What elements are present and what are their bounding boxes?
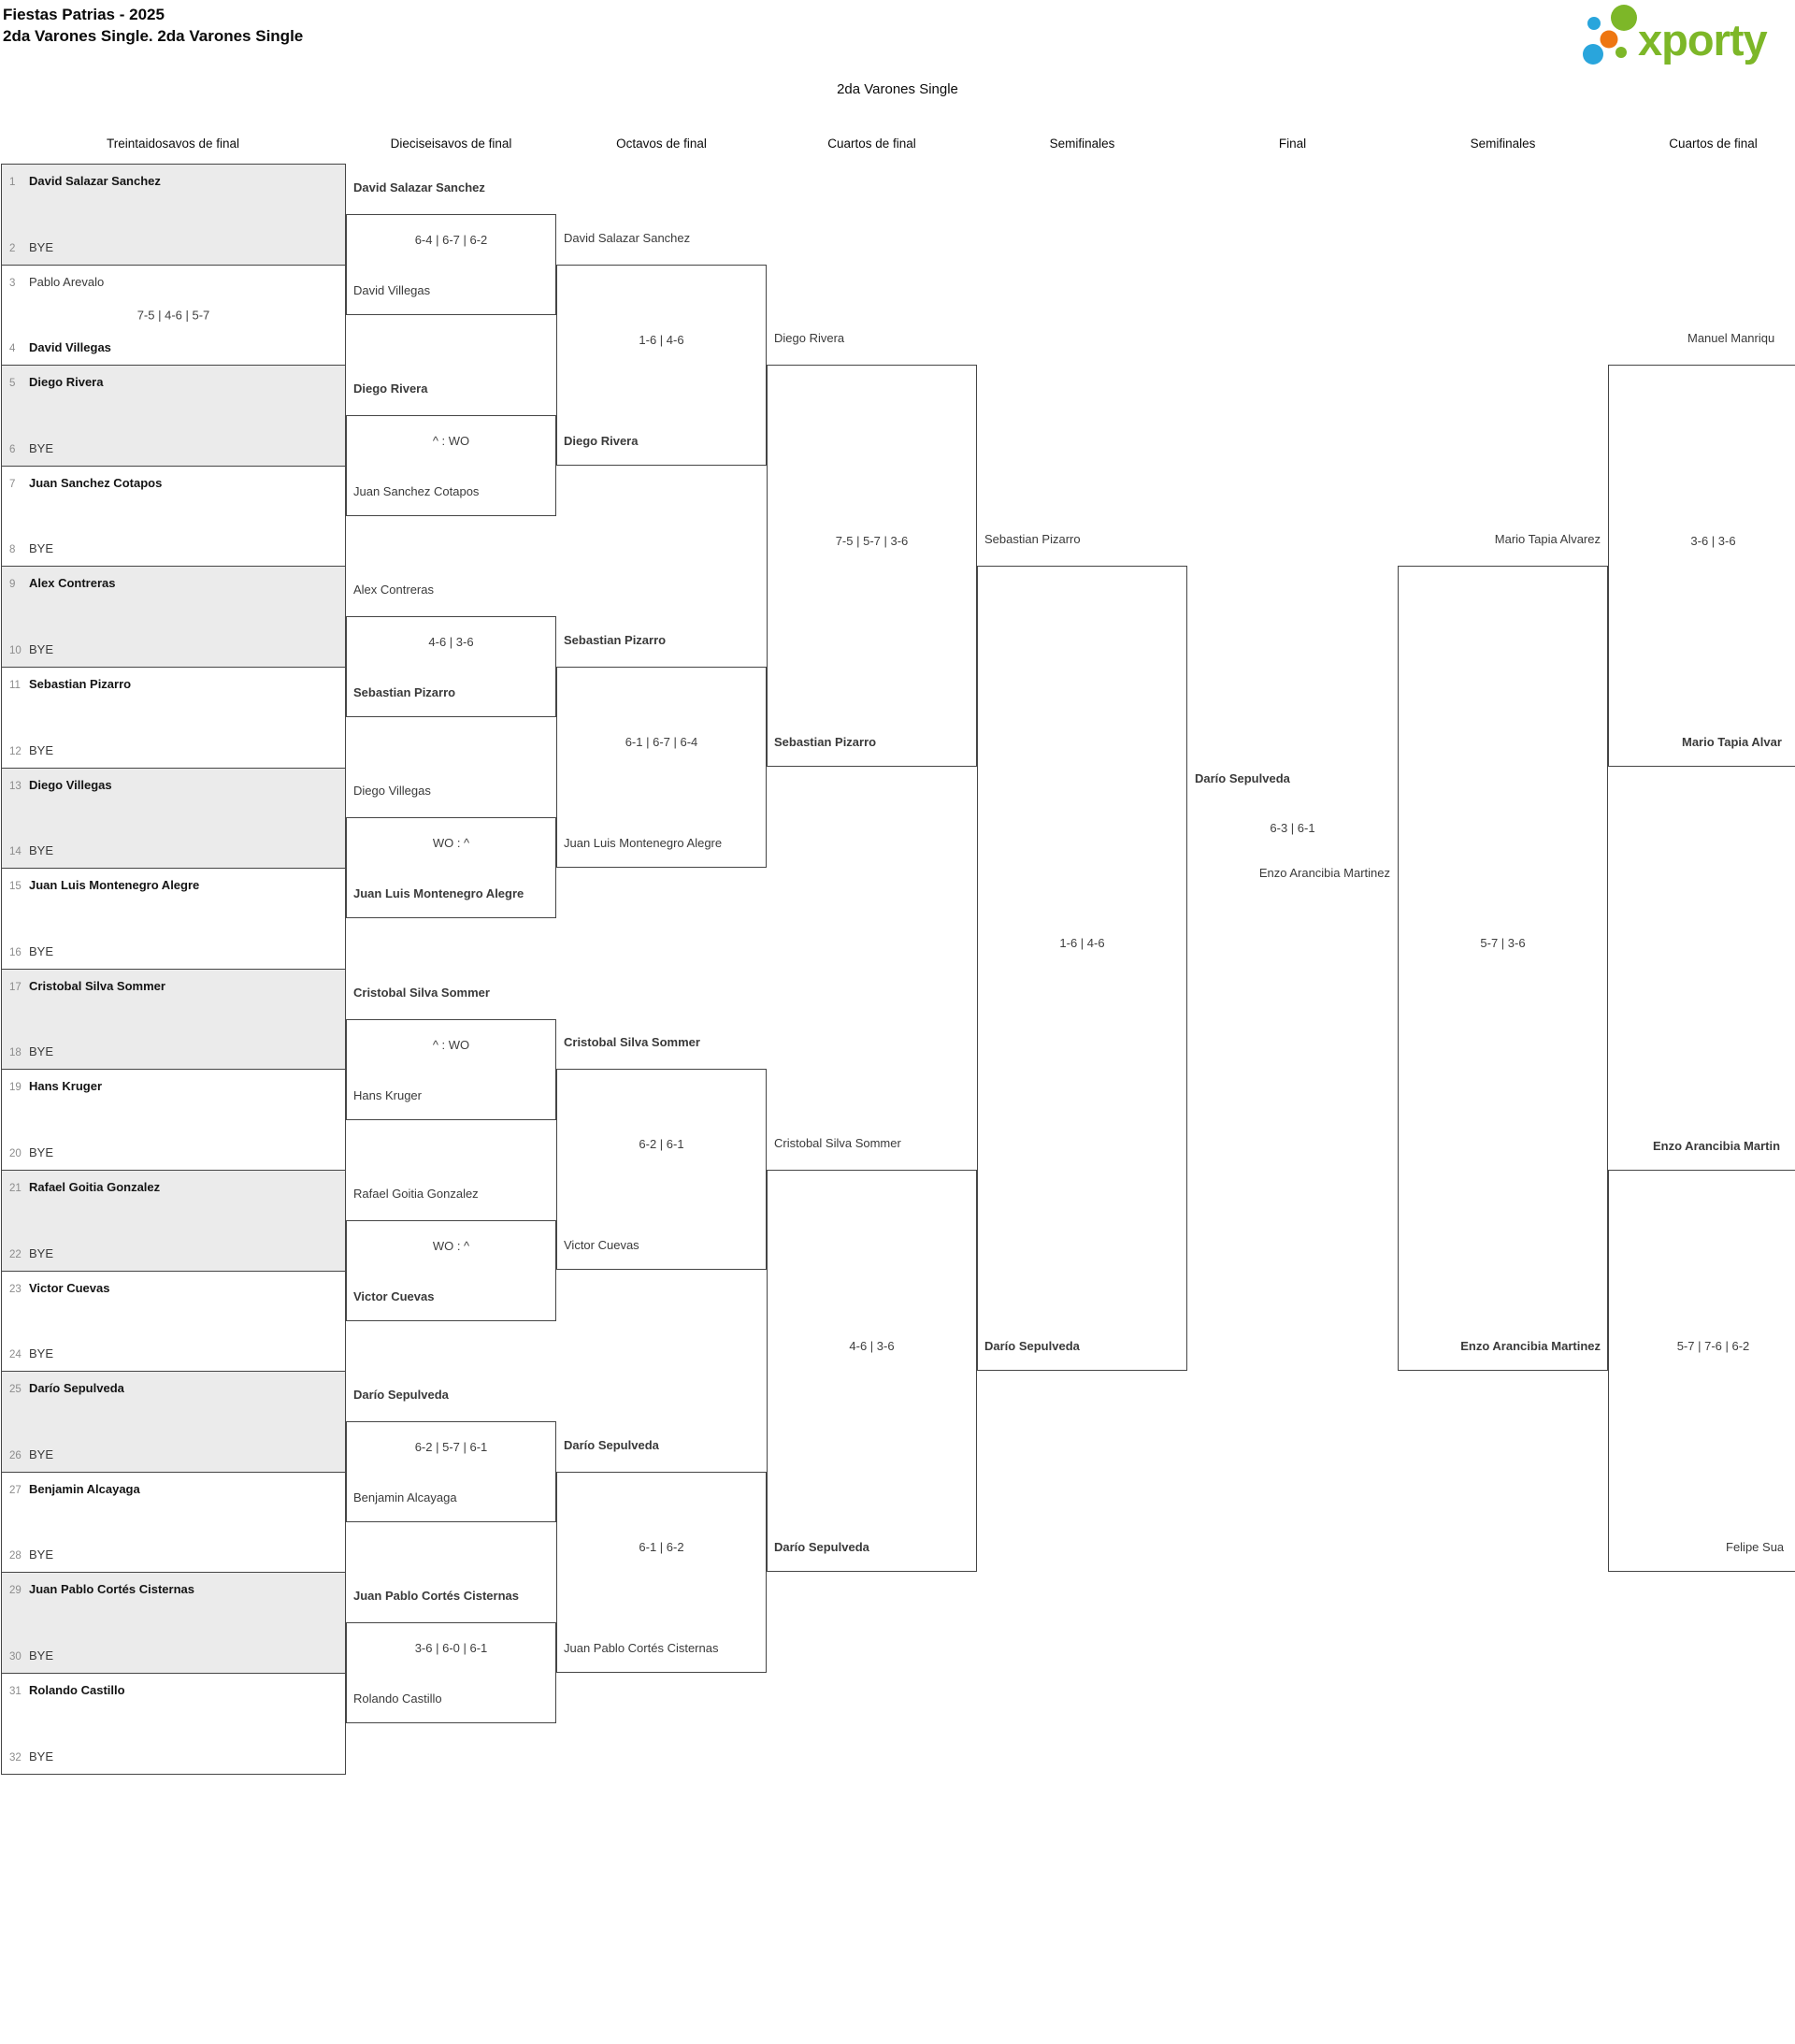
- player-name: BYE: [29, 1246, 54, 1260]
- match-score: 6-1 | 6-7 | 6-4: [625, 735, 698, 749]
- player-name: Darío Sepulveda: [774, 1540, 869, 1554]
- final-runnerup-name: Enzo Arancibia Martinez: [1258, 866, 1390, 880]
- round-header-cuartos-left: Cuartos de final: [827, 137, 916, 151]
- player-name: Diego Rivera: [774, 331, 845, 345]
- player-name: Alex Contreras: [29, 576, 116, 590]
- player-name: Mario Tapia Alvarez: [1494, 532, 1601, 546]
- player-name: Hans Kruger: [353, 1088, 422, 1102]
- player-name: Diego Rivera: [29, 375, 104, 389]
- player-name: Rolando Castillo: [353, 1691, 442, 1706]
- r32-match-box: [1, 1371, 346, 1473]
- bracket-slot: [9, 1346, 53, 1362]
- bracket-slot: [9, 1245, 53, 1262]
- r16-match-box: [346, 1019, 556, 1120]
- xporty-logo[interactable]: [1580, 2, 1793, 69]
- player-name: BYE: [29, 1547, 54, 1562]
- player-name: David Salazar Sanchez: [564, 231, 691, 245]
- round-header-octavos: Octavos de final: [616, 137, 707, 151]
- bracket-slot: [9, 1280, 109, 1297]
- player-name: Rafael Goitia Gonzalez: [29, 1180, 161, 1194]
- player-name: David Villegas: [353, 283, 431, 297]
- player-name: Pablo Arevalo: [29, 275, 105, 289]
- slot-number: 1: [9, 177, 16, 188]
- player-name: David Salazar Sanchez: [353, 180, 485, 194]
- slot-number: 8: [9, 544, 16, 555]
- slot-number: 17: [9, 982, 22, 993]
- player-name: Alex Contreras: [353, 583, 434, 597]
- match-score: 5-7 | 3-6: [1480, 936, 1526, 950]
- match-score: 7-5 | 4-6 | 5-7: [136, 308, 210, 323]
- bracket-title: 2da Varones Single: [837, 81, 958, 97]
- bracket-slot: [9, 1749, 53, 1765]
- bracket-slot: [9, 641, 53, 658]
- match-score: 4-6 | 3-6: [849, 1339, 895, 1353]
- r32-match-box: [1, 1069, 346, 1171]
- slot-number: 6: [9, 444, 16, 455]
- player-name: Diego Villegas: [29, 778, 112, 792]
- logo-dot-blue-small: [1587, 17, 1601, 30]
- player-name: BYE: [29, 843, 54, 857]
- slot-number: 11: [9, 680, 21, 691]
- cuartos-match-box: [767, 365, 977, 767]
- final-winner-name: Darío Sepulveda: [1195, 771, 1290, 785]
- player-name: Victor Cuevas: [29, 1281, 110, 1295]
- player-name: David Villegas: [29, 340, 111, 354]
- r32-match-box: [1, 1572, 346, 1674]
- match-score: 6-1 | 6-2: [639, 1540, 684, 1554]
- player-name: Sebastian Pizarro: [774, 735, 877, 749]
- slot-number: 2: [9, 243, 16, 254]
- player-name: Cristobal Silva Sommer: [774, 1136, 901, 1150]
- player-name: BYE: [29, 441, 54, 455]
- player-name: BYE: [29, 1346, 54, 1360]
- player-name: BYE: [29, 1648, 54, 1663]
- round-header-cuartos-right: Cuartos de final: [1669, 137, 1758, 151]
- player-name: Victor Cuevas: [353, 1289, 435, 1303]
- bracket-slot: [9, 575, 115, 592]
- slot-number: 13: [9, 781, 22, 792]
- player-name: Enzo Arancibia Martinez: [1460, 1339, 1601, 1353]
- match-score: 1-6 | 4-6: [1059, 936, 1105, 950]
- slot-number: 7: [9, 479, 16, 490]
- player-name: Darío Sepulveda: [984, 1339, 1080, 1353]
- r32-match-box: [1, 768, 346, 869]
- r16-match-box: [346, 415, 556, 516]
- player-name: Darío Sepulveda: [564, 1438, 659, 1452]
- final-score: 6-3 | 6-1: [1270, 821, 1315, 835]
- player-name: Victor Cuevas: [564, 1238, 639, 1252]
- slot-number: 9: [9, 579, 16, 590]
- player-name: Diego Villegas: [353, 784, 431, 798]
- r32-match-box: [1, 365, 346, 467]
- r32-match-box: [1, 566, 346, 668]
- r16-match-box: [346, 817, 556, 918]
- r32-match-box: [1, 667, 346, 769]
- match-score: 7-5 | 5-7 | 3-6: [835, 534, 909, 548]
- xporty-logo-text: xporty: [1638, 15, 1767, 65]
- bracket-slot: [9, 440, 53, 457]
- bracket-slot: [9, 339, 111, 356]
- r16-match-box: [346, 616, 556, 717]
- player-name: Manuel Manriqu: [1687, 331, 1775, 345]
- page-category-title: 2da Varones Single. 2da Varones Single: [3, 27, 304, 45]
- r16-match-box: [346, 1220, 556, 1321]
- player-name: Rafael Goitia Gonzalez: [353, 1187, 479, 1201]
- bracket-slot: [9, 1078, 102, 1095]
- bracket-slot: [9, 842, 53, 859]
- player-name: BYE: [29, 1447, 54, 1461]
- player-name: Sebastian Pizarro: [984, 532, 1081, 546]
- player-name: Juan Luis Montenegro Alegre: [353, 886, 524, 900]
- round-header-r16: Dieciseisavos de final: [390, 137, 512, 151]
- bracket-slot: [9, 1179, 160, 1196]
- player-name: Darío Sepulveda: [29, 1381, 124, 1395]
- slot-number: 18: [9, 1047, 22, 1058]
- match-score: ^ : WO: [432, 1038, 470, 1052]
- bracket-slot: [9, 374, 103, 391]
- match-score: 1-6 | 4-6: [639, 333, 684, 347]
- semifinal-match-box: [1398, 566, 1608, 1371]
- round-header-semis-left: Semifinales: [1049, 137, 1115, 151]
- match-score: 3-6 | 6-0 | 6-1: [414, 1641, 488, 1655]
- slot-number: 28: [9, 1550, 22, 1562]
- player-name: Benjamin Alcayaga: [29, 1482, 140, 1496]
- match-score: 6-2 | 6-1: [639, 1137, 684, 1151]
- bracket-slot: [9, 239, 53, 256]
- match-score: 3-6 | 3-6: [1690, 534, 1736, 548]
- round-header-final: Final: [1278, 137, 1307, 151]
- slot-number: 27: [9, 1485, 22, 1496]
- slot-number: 3: [9, 278, 16, 289]
- bracket-slot: [9, 540, 53, 557]
- bracket-slot: [9, 1581, 194, 1598]
- player-name: Diego Rivera: [564, 434, 639, 448]
- bracket-slot: [9, 742, 53, 759]
- r16-match-box: [346, 1622, 556, 1723]
- slot-number: 19: [9, 1082, 22, 1093]
- cuartos-match-box: [767, 1170, 977, 1572]
- player-name: Sebastian Pizarro: [353, 685, 456, 699]
- player-name: Juan Sanchez Cotapos: [353, 484, 480, 498]
- player-name: Diego Rivera: [353, 381, 428, 396]
- r32-match-box: [1, 164, 346, 266]
- slot-number: 24: [9, 1349, 22, 1360]
- round-header-semis-right: Semifinales: [1470, 137, 1536, 151]
- player-name: BYE: [29, 1145, 54, 1159]
- logo-dot-blue-big: [1583, 44, 1603, 65]
- bracket-slot: [9, 1380, 124, 1397]
- player-name: Juan Sanchez Cotapos: [29, 476, 163, 490]
- logo-dot-green-big: [1611, 5, 1637, 31]
- round-header-r32: Treintaidosavos de final: [106, 137, 240, 151]
- player-name: BYE: [29, 944, 54, 958]
- bracket-slot: [9, 173, 161, 190]
- match-score: 4-6 | 3-6: [428, 635, 474, 649]
- player-name: Sebastian Pizarro: [564, 633, 667, 647]
- slot-number: 12: [9, 746, 22, 757]
- bracket-slot: [9, 1144, 53, 1161]
- r32-match-box: [1, 265, 346, 366]
- match-score: WO : ^: [432, 836, 470, 850]
- bracket-slot: [9, 1447, 53, 1463]
- player-name: Juan Luis Montenegro Alegre: [564, 836, 723, 850]
- slot-number: 10: [9, 645, 22, 656]
- slot-number: 32: [9, 1752, 22, 1763]
- player-name: Felipe Sua: [1726, 1540, 1785, 1554]
- player-name: David Salazar Sanchez: [29, 174, 161, 188]
- logo-dot-orange: [1601, 31, 1618, 49]
- player-name: Hans Kruger: [29, 1079, 103, 1093]
- bracket-slot: [9, 777, 112, 794]
- r32-match-box: [1, 1673, 346, 1775]
- slot-number: 22: [9, 1249, 22, 1260]
- player-name: Sebastian Pizarro: [29, 677, 132, 691]
- player-name: BYE: [29, 642, 54, 656]
- player-name: Enzo Arancibia Martin: [1653, 1139, 1781, 1153]
- player-name: Darío Sepulveda: [353, 1388, 449, 1402]
- slot-number: 23: [9, 1284, 22, 1295]
- match-score: 6-2 | 5-7 | 6-1: [414, 1440, 488, 1454]
- match-score: WO : ^: [432, 1239, 470, 1253]
- player-name: BYE: [29, 743, 54, 757]
- logo-dot-green-small: [1616, 47, 1627, 58]
- bracket-slot: [9, 877, 199, 894]
- player-name: Cristobal Silva Sommer: [29, 979, 165, 993]
- player-name: Juan Pablo Cortés Cisternas: [29, 1582, 194, 1596]
- semifinal-match-box: [977, 566, 1187, 1371]
- player-name: Benjamin Alcayaga: [353, 1490, 457, 1504]
- slot-number: 26: [9, 1450, 22, 1461]
- slot-number: 21: [9, 1183, 22, 1194]
- bracket-slot: [9, 475, 162, 492]
- player-name: Juan Pablo Cortés Cisternas: [353, 1589, 519, 1603]
- cuartos-match-box: [1608, 1170, 1795, 1572]
- slot-number: 14: [9, 846, 22, 857]
- r32-match-box: [1, 1472, 346, 1573]
- slot-number: 15: [9, 881, 22, 892]
- bracket-slot: [9, 1044, 53, 1060]
- r32-match-box: [1, 466, 346, 567]
- player-name: BYE: [29, 240, 54, 254]
- r32-match-box: [1, 868, 346, 970]
- bracket-slot: [9, 1481, 140, 1498]
- r32-match-box: [1, 1271, 346, 1372]
- bracket-slot: [9, 943, 53, 960]
- player-name: BYE: [29, 541, 54, 555]
- player-name: Cristobal Silva Sommer: [353, 986, 490, 1000]
- player-name: BYE: [29, 1044, 54, 1058]
- player-name: Cristobal Silva Sommer: [564, 1035, 700, 1049]
- player-name: Juan Pablo Cortés Cisternas: [564, 1641, 719, 1655]
- r32-match-box: [1, 1170, 346, 1272]
- match-score: 5-7 | 7-6 | 6-2: [1676, 1339, 1750, 1353]
- r32-match-box: [1, 969, 346, 1070]
- player-name: Mario Tapia Alvar: [1682, 735, 1782, 749]
- slot-number: 16: [9, 947, 22, 958]
- slot-number: 31: [9, 1686, 22, 1697]
- match-score: 6-4 | 6-7 | 6-2: [414, 233, 488, 247]
- slot-number: 20: [9, 1148, 22, 1159]
- player-name: BYE: [29, 1749, 54, 1763]
- player-name: Juan Luis Montenegro Alegre: [29, 878, 200, 892]
- slot-number: 5: [9, 378, 16, 389]
- bracket-slot: [9, 978, 165, 995]
- r16-match-box: [346, 1421, 556, 1522]
- bracket-slot: [9, 1682, 125, 1699]
- bracket-slot: [9, 1648, 53, 1664]
- page-title: Fiestas Patrias - 2025: [3, 6, 165, 23]
- cuartos-match-box: [1608, 365, 1795, 767]
- bracket-slot: [9, 676, 131, 693]
- slot-number: 29: [9, 1585, 22, 1596]
- bracket-slot: [9, 274, 104, 291]
- bracket-slot: [9, 1547, 53, 1563]
- r16-match-box: [346, 214, 556, 315]
- slot-number: 25: [9, 1384, 22, 1395]
- player-name: Rolando Castillo: [29, 1683, 125, 1697]
- slot-number: 4: [9, 343, 16, 354]
- match-score: ^ : WO: [432, 434, 470, 448]
- slot-number: 30: [9, 1651, 22, 1663]
